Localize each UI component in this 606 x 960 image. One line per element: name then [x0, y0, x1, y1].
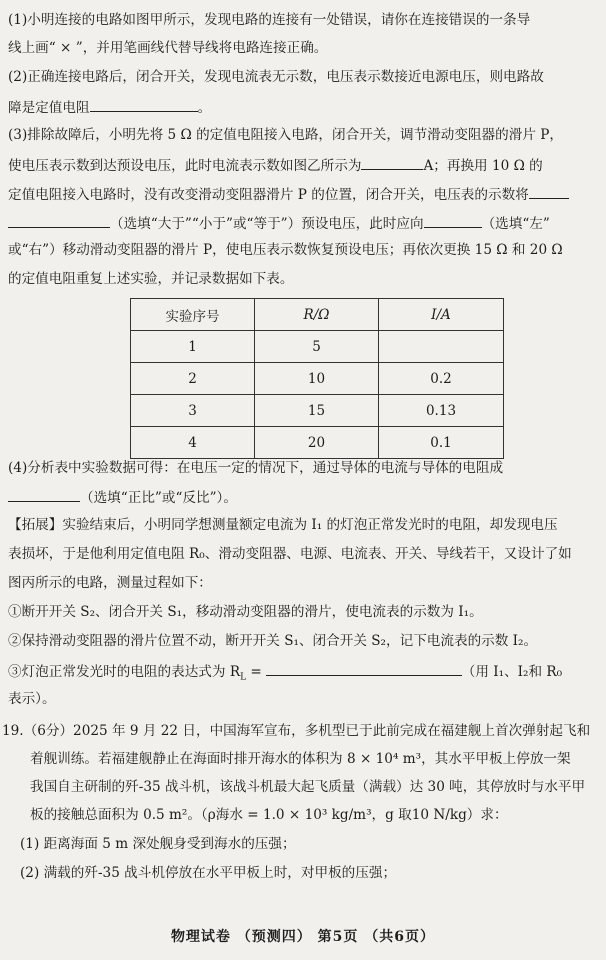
extension-step-1: ①断开开关 S₂、闭合开关 S₁，移动滑动变阻器的滑片，使电流表的示数为 I₁。	[8, 604, 483, 620]
question-part-1-line-1: (1)小明连接的电路如图甲所示，发现电路的连接有一处错误，请你在连接错误的一条导	[8, 12, 531, 28]
column-header: R/Ω	[255, 299, 379, 331]
experiment-data-table	[130, 298, 504, 459]
table-cell: 20	[255, 427, 379, 459]
extension-step-3	[8, 661, 606, 687]
table-cell: 1	[131, 331, 255, 363]
direction-answer-blank[interactable]	[424, 213, 482, 228]
table-cell: 4	[131, 427, 255, 459]
current-answer-blank[interactable]	[361, 155, 423, 170]
column-header: I/A	[379, 299, 504, 331]
direction-options: （选填“左”	[481, 216, 550, 232]
table-cell	[379, 331, 504, 363]
question-part-3-line-4	[8, 213, 606, 233]
table-cell: 3	[131, 395, 255, 427]
table-cell: 0.2	[379, 363, 504, 395]
question-part-4-line-1: (4)分析表中实验数据可得：在电压一定的情况下，通过导体的电流与导体的电阻成	[8, 460, 504, 476]
question-19-line-2: 着舰训练。若福建舰静止在海面时排开海水的体积为 8 × 10⁴ m³，其水平甲板上停放一架	[30, 751, 571, 767]
relation-options: （选填“正比”或“反比”）。	[80, 490, 237, 506]
question-part-3-line-2	[8, 155, 606, 175]
table-header-row	[131, 299, 504, 331]
question-part-3-line-6: 的定值电阻重复上述实验，并记录数据如下表。	[8, 271, 294, 287]
question-part-4-line-2	[8, 487, 606, 507]
fault-answer-blank[interactable]	[90, 97, 198, 112]
question-19-line-1: 19.（6分）2025 年 9 月 22 日，中国海军宣布，多机型已于此前完成在福建舰上首次弹射起飞和	[2, 723, 591, 739]
voltage-answer-blank[interactable]	[8, 213, 110, 228]
column-header: 实验序号	[131, 299, 255, 331]
page-footer: 物理试卷 （预测四） 第5页 （共6页）	[170, 929, 436, 945]
extension-line-1: 【拓展】实验结束后，小明同学想测量额定电流为 I₁ 的灯泡正常发光时的电阻，却发现电压	[8, 517, 558, 533]
table-cell: 5	[255, 331, 379, 363]
question-19-line-3: 我国自主研制的歼-35 战斗机，该战斗机最大起飞质量（满载）达 30 吨，其停放时与水平甲	[30, 779, 586, 795]
question-part-3-line-5: 或“右”）移动滑动变阻器的滑片 P，使电压表示数恢复预设电压；再依次更换 15 Ω 和 20 Ω	[8, 242, 563, 258]
resistance-subscript: L	[240, 672, 247, 683]
question-part-3-line-1: (3)排除故障后，小明先将 5 Ω 的定值电阻接入电路，闭合开关，调节滑动变阻器的滑片 P，	[8, 127, 563, 143]
relation-answer-blank[interactable]	[8, 487, 80, 502]
fault-suffix: 。	[197, 100, 212, 116]
extension-line-2: 表损坏，于是他利用定值电阻 R₀、滑动变阻器、电源、电流表、开关、导线若干，又设计了如	[8, 546, 572, 562]
table-row	[131, 427, 504, 459]
table-row	[131, 363, 504, 395]
current-prefix: 使电压表示数到达预设电压，此时电流表示数如图乙所示为	[8, 158, 362, 174]
current-suffix: A；再换用 10 Ω 的	[423, 158, 543, 174]
resistance-expression-prefix: ③灯泡正常发光时的电阻的表达式为 R	[8, 664, 241, 680]
extension-step-3-end: 表示）。	[8, 691, 56, 707]
question-part-1-line-2: 线上画“ × ”，并用笔画线代替导线将电路连接正确。	[8, 40, 328, 56]
resistance-instruction: （用 I₁、I₂和 R₀	[461, 664, 563, 680]
extension-line-3: 图丙所示的电路，测量过程如下：	[8, 575, 212, 591]
voltage-change-text: 定值电阻接入电路时，没有改变滑动变阻器滑片 P 的位置，闭合开关，电压表的示数将	[8, 187, 529, 203]
table-cell: 0.13	[379, 395, 504, 427]
table-cell: 10	[255, 363, 379, 395]
question-part-2-line-2	[8, 97, 606, 117]
table-row	[131, 395, 504, 427]
voltage-options: （选填“大于”“小于”或“等于”）预设电压，此时应向	[110, 216, 424, 232]
table-cell: 15	[255, 395, 379, 427]
resistance-equals: =	[246, 664, 262, 680]
voltage-answer-blank-start[interactable]	[529, 184, 569, 199]
question-19-sub-1: (1) 距离海面 5 m 深处舰身受到海水的压强；	[20, 836, 296, 852]
question-19-sub-2: (2) 满载的歼-35 战斗机停放在水平甲板上时，对甲板的压强；	[20, 865, 397, 881]
question-19-line-4: 板的接触总面积为 0.5 m²。（ρ海水 = 1.0 × 10³ kg/m³，g 取10 N/kg）求：	[30, 807, 508, 823]
table-row	[131, 331, 504, 363]
question-part-2-line-1: (2)正确连接电路后，闭合开关，发现电流表无示数，电压表示数接近电源电压，则电路故	[8, 69, 544, 85]
fault-prefix: 障是定值电阻	[8, 100, 90, 116]
table-cell: 2	[131, 363, 255, 395]
extension-step-2: ②保持滑动变阻器的滑片位置不动，断开开关 S₁、闭合开关 S₂，记下电流表的示数 I₂。	[8, 633, 538, 649]
question-part-3-line-3	[8, 184, 606, 204]
table-cell: 0.1	[379, 427, 504, 459]
resistance-answer-blank[interactable]	[266, 661, 462, 676]
